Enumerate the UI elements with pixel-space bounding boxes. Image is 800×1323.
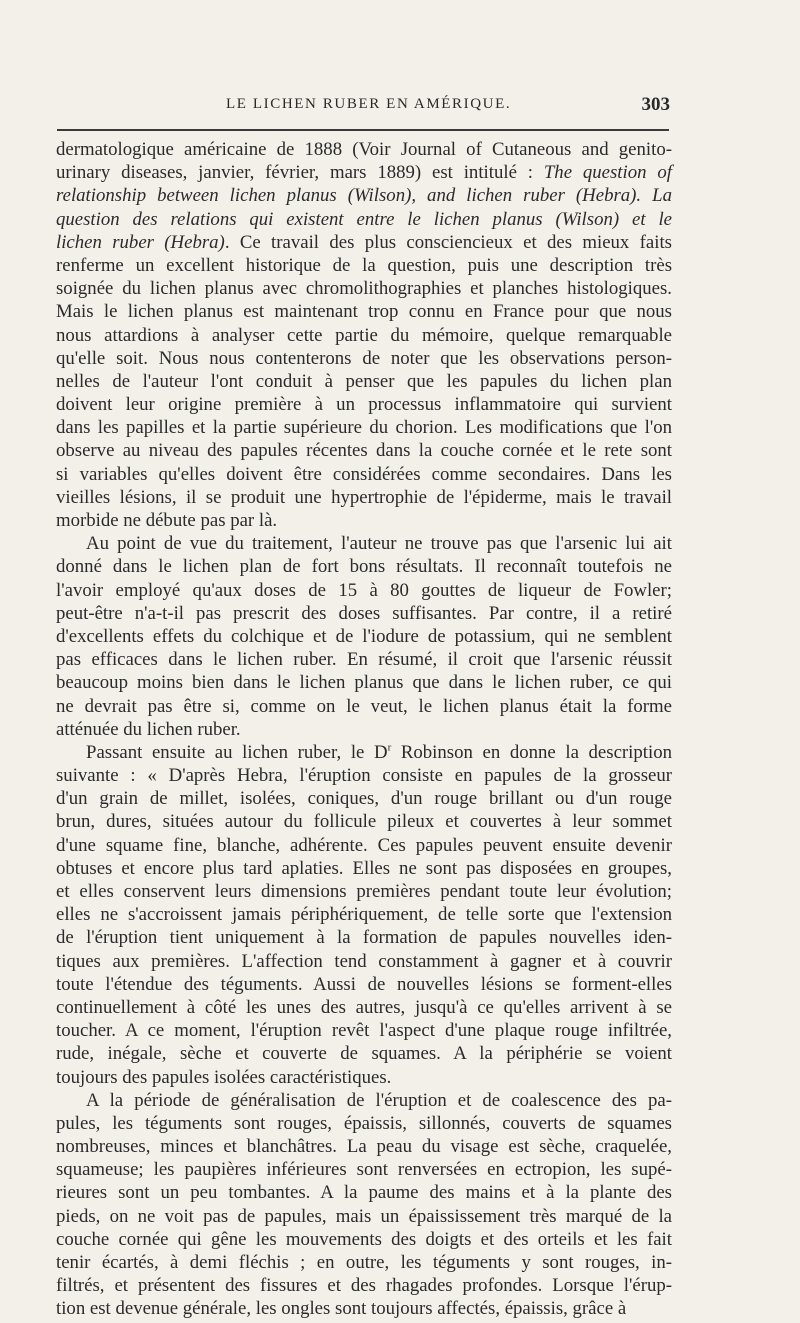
header-rule [57,129,669,131]
text-line: obtuses et encore plus tard aplaties. Elles ne sont pas disposées en groupes, [56,857,672,879]
text-line: dans les papilles et la partie supérieure du chorion. Les modifications que l'on [56,417,672,439]
text-line: morbide ne débute pas par là. [56,510,278,531]
text-line: peut-être n'a-t-il pas prescrit des doses suffisantes. Par contre, il a retiré [56,602,672,624]
text-line: pules, les téguments sont rouges, épaissis, sillonnés, couverts de squames [56,1112,672,1134]
text-line: de l'éruption tient uniquement à la formation de papules nouvelles iden- [56,927,672,949]
text-line: d'excellents effets du colchique et de l'iodure de potassium, qui ne semblent [56,625,672,647]
text-line: l'avoir employé qu'aux doses de 15 à 80 gouttes de liqueur de Fowler; [56,579,672,601]
text-line: beaucoup moins bien dans le lichen planus que dans le lichen ruber, ce qui [56,672,672,694]
text-line: tiques aux premières. L'affection tend constamment à gagner et à couvrir [56,950,672,972]
text-line: dermatologique américaine de 1888 (Voir Journal of Cutaneous and genito- [56,139,672,160]
text-line: tion est devenue générale, les ongles sont toujours affectés, épaissis, grâce à [56,1298,627,1320]
text-line: couche cornée qui gêne les mouvements des doigts et des orteils et les fait [56,1228,672,1250]
text-line: doivent leur origine première à un processus inflammatoire qui survient [56,394,672,416]
text-line: toucher. A ce moment, l'éruption revêt l'aspect d'une plaque rouge infiltrée, [56,1020,672,1042]
text-line: brun, dures, situées autour du follicule pileux et couvertes à leur sommet [56,811,672,833]
text-line: rieures sont un peu tombantes. A la paume des mains et à la plante des [56,1182,672,1204]
text-line: et elles conservent leurs dimensions premières pendant toute leur évolution; [56,881,672,902]
page-number: 303 [641,94,670,115]
text-line: pieds, on ne voit pas de papules, mais un épaississement très marqué de la [56,1205,672,1227]
text-line: observe au niveau des papules récentes dans la couche cornée et le rete sont [56,440,672,462]
text-line: renferme un excellent historique de la question, puis une description très [56,254,672,276]
text-line: soignée du lichen planus avec chromolithographies et planches histologiques. [56,278,672,300]
text-line: atténuée du lichen ruber. [56,718,241,740]
text-line: donné dans le lichen plan de fort bons résultats. Il reconnaît toutefois ne [56,556,672,578]
text-line: Au point de vue du traitement, l'auteur ne trouve pas que l'arsenic lui ait [86,533,672,555]
text-line: Passant ensuite au lichen ruber, le $D^r$ Robinson en donne la description [86,741,672,763]
running-title: LE LICHEN RUBER EN AMÉRIQUE. [226,96,512,112]
text-line: continuellement à côté les unes des autres, jusqu'à ce qu'elles arrivent à se [56,996,672,1018]
text-line: tenir écartés, à demi fléchis ; en outre, les téguments y sont rouges, in- [56,1252,672,1273]
text-line: vieilles lésions, il se produit une hypertrophie de l'épiderme, mais le travail [56,486,672,508]
text-line: elles ne s'accroissent jamais périphériquement, de telle sorte que l'extension [56,904,672,926]
text-line: A la période de généralisation de l'éruption et de coalescence des pa- [86,1089,672,1111]
text-line: urinary diseases, janvier, février, mars 1889) est intitulé : The question of [56,162,672,184]
body-text [56,138,672,1321]
text-line: pas efficaces dans le lichen ruber. En résumé, il croit que l'arsenic réussit [56,649,672,671]
text-line: ne devrait pas être si, comme on le veut, le lichen planus était la forme [56,695,672,717]
text-line: qu'elle soit. Nous nous contenterons de noter que les observations person- [56,347,672,369]
text-line: rude, inégale, sèche et couverte de squames. A la périphérie se voient [56,1043,672,1065]
text-line: nelles de l'auteur l'ont conduit à penser que les papules du lichen plan [56,370,672,392]
text-line: relationship between lichen planus (Wilson), and lichen ruber (Hebra). La [56,185,672,207]
text-line: toujours des papules isolées caractéristiques. [56,1066,392,1088]
text-line: squameuse; les paupières inférieures sont renversées en ectropion, les supé- [56,1159,672,1181]
text-line: d'une squame fine, blanche, adhérente. Ces papules peuvent ensuite devenir [56,834,672,856]
text-line: Mais le lichen planus est maintenant trop connu en France pour que nous [56,301,672,323]
text-line: lichen ruber (Hebra). Ce travail des plus consciencieux et des mieux faits [56,231,672,253]
text-line: question des relations qui existent entre le lichen planus (Wilson) et le [56,208,672,230]
text-line: toute l'étendue des téguments. Aussi de nouvelles lésions se forment-elles [56,973,672,995]
page-header [56,96,670,124]
text-line: nous attardions à analyser cette partie du mémoire, quelque remarquable [56,324,672,346]
text-line: d'un grain de millet, isolées, coniques, d'un rouge brillant ou d'un rouge [56,788,672,810]
text-line: nombreuses, minces et blanchâtres. La peau du visage est sèche, craquelée, [56,1136,672,1158]
text-line: filtrés, et présentent des fissures et des rhagades profondes. Lorsque l'érup- [56,1275,672,1297]
text-line: suivante : « D'après Hebra, l'éruption consiste en papules de la grosseur [56,765,672,787]
text-line: si variables qu'elles doivent être considérées comme secondaires. Dans les [56,463,672,485]
